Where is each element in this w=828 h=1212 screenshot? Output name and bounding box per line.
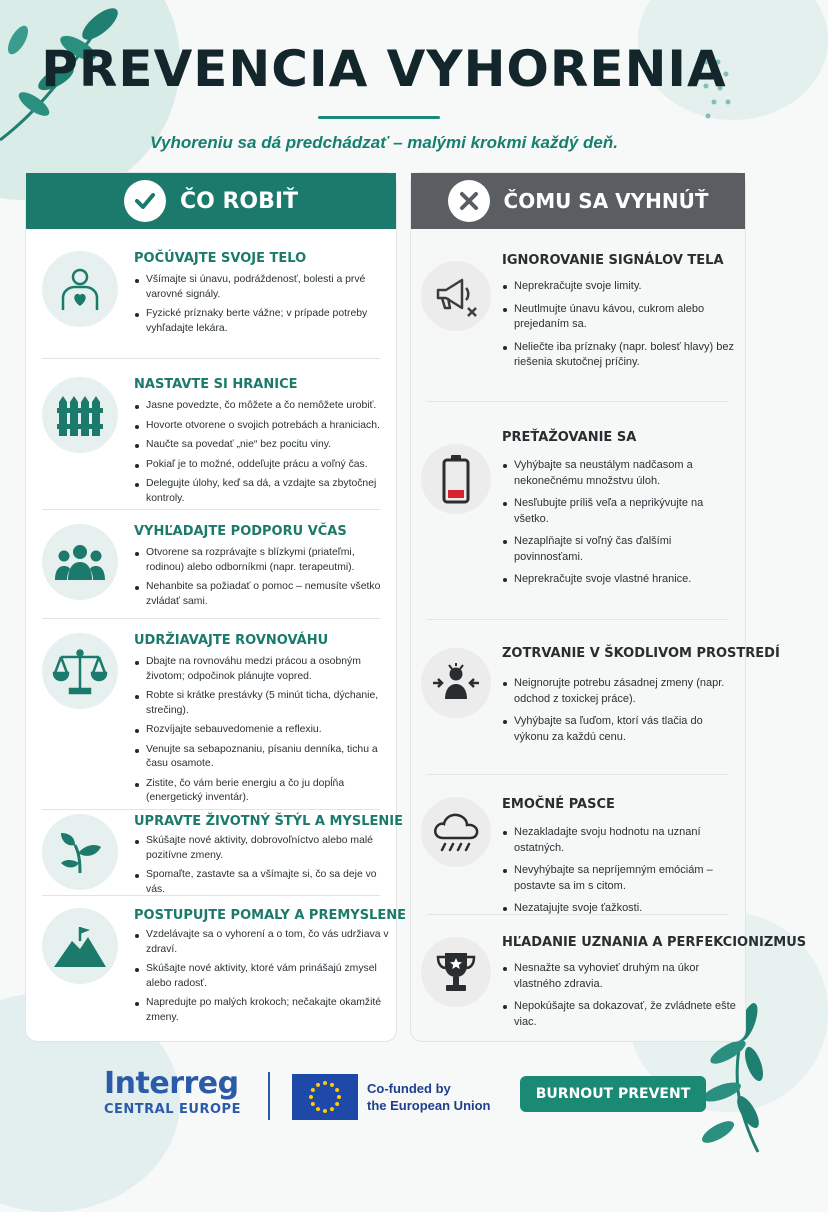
- interreg-logo: [104, 1068, 241, 1117]
- eu-star: [311, 1088, 315, 1092]
- trophy-icon: [421, 937, 491, 1007]
- bullet-item: Nevyhýbajte sa nepríjemným emóciám – postavte sa im s citom.: [502, 863, 740, 894]
- eu-star: [335, 1102, 339, 1106]
- eu-flag-icon: [292, 1074, 358, 1120]
- do-section: [26, 810, 403, 896]
- eu-star: [335, 1088, 339, 1092]
- bullet-item: Napredujte po malých krokoch; nečakajte okamžité zmeny.: [134, 996, 390, 1025]
- bullet-item: Neignorujte potrebu zásadnej zmeny (napr. odchod z toxickej práce).: [502, 676, 740, 707]
- bullet-item: Nehanbite sa požiadať o pomoc – nemusíte všetko zvládať sami.: [134, 580, 390, 609]
- bullet-item: Vyhýbajte sa ľuďom, ktorí vás tlačia do výkonu za každú cenu.: [502, 714, 740, 745]
- bullet-item: Vyhýbajte sa neustálym nadčasom a nekonečnému množstvu úloh.: [502, 458, 740, 489]
- do-section: [26, 896, 406, 1036]
- bullet-item: Jasne povedzte, čo môžete a čo nemôžete urobiť.: [134, 399, 390, 414]
- avoid-section: [411, 775, 745, 915]
- people-group-icon: [42, 524, 118, 600]
- bullet-item: Neliečte iba príznaky (napr. bolesť hlavy) bez riešenia skutočnej príčiny.: [502, 340, 740, 371]
- bullet-item: Robte si krátke prestávky (5 minút ticha, dýchanie, strečing).: [134, 689, 390, 718]
- cross-icon: [448, 180, 490, 222]
- do-section: [26, 229, 396, 359]
- fence-icon: [42, 377, 118, 453]
- bullet-item: Hovorte otvorene o svojich potrebách a hraniciach.: [134, 419, 390, 434]
- megaphone-cross-icon: [421, 261, 491, 331]
- bullet-item: Venujte sa sebapoznaniu, písaniu denníka, tichu a času osamote.: [134, 743, 390, 772]
- avoid-column-title: ČOMU SA VYHNÚŤ: [503, 189, 709, 213]
- bullet-item: Dbajte na rovnováhu medzi prácou a osobným životom; odpočinok plánujte vopred.: [134, 655, 390, 684]
- person-heart-icon: [42, 251, 118, 327]
- bullet-item: Delegujte úlohy, keď sa dá, a vzdajte sa zbytočnej kontroly.: [134, 477, 390, 506]
- eu-line-2: the European Union: [367, 1098, 491, 1113]
- eu-star: [311, 1102, 315, 1106]
- section-title: POČÚVAJTE SVOJE TELO: [134, 251, 307, 266]
- section-title: HĽADANIE UZNANIA A PERFEKCIONIZMUS: [502, 935, 807, 950]
- eu-line-1: Co-funded by: [367, 1081, 451, 1096]
- bullet-item: Otvorene sa rozprávajte s blízkymi (priateľmi, rodinou) alebo odborníkmi (napr. terapeutmi).: [134, 546, 390, 575]
- eu-cofunded-text: [367, 1080, 491, 1114]
- section-title: IGNOROVANIE SIGNÁLOV TELA: [502, 253, 724, 268]
- bullet-item: Neutlmujte únavu kávou, cukrom alebo prejedaním sa.: [502, 302, 740, 333]
- bullet-item: Zistite, čo vám berie energiu a čo ju dopĺňa (energetický inventár).: [134, 777, 390, 806]
- section-title: NASTAVTE SI HRANICE: [134, 377, 298, 392]
- eu-star: [330, 1083, 334, 1087]
- bullet-item: Nesľubujte príliš veľa a neprikývujte na všetko.: [502, 496, 740, 527]
- eu-star: [323, 1081, 327, 1085]
- section-bullets: [502, 676, 740, 752]
- section-bullets: [134, 399, 390, 511]
- avoid-section: [411, 915, 807, 1041]
- do-column: [25, 172, 406, 1042]
- bullet-item: Všímajte si únavu, podráždenosť, bolesti a prvé varovné signály.: [134, 273, 390, 302]
- bullet-item: Naučte sa povedať „nie“ bez pocitu viny.: [134, 438, 390, 453]
- avoid-column-header: [411, 173, 745, 229]
- plant-sprout-icon: [42, 814, 118, 890]
- eu-star: [337, 1095, 341, 1099]
- eu-star: [330, 1107, 334, 1111]
- section-bullets: [502, 458, 740, 595]
- eu-star: [323, 1109, 327, 1113]
- bullet-item: Pokiaľ je to možné, oddeľujte prácu a voľný čas.: [134, 458, 390, 473]
- eu-star: [316, 1107, 320, 1111]
- page-subtitle: Vyhoreniu sa dá predchádzať – malými krokmi každý deň.: [150, 133, 618, 152]
- section-title: EMOČNÉ PASCE: [502, 797, 615, 812]
- bullet-item: Skúšajte nové aktivity, ktoré vám prinášajú zmysel alebo radosť.: [134, 962, 390, 991]
- interreg-region: CENTRAL EUROPE: [104, 1102, 241, 1117]
- section-bullets: [502, 825, 740, 924]
- do-column-header: [26, 173, 396, 229]
- rain-cloud-icon: [421, 797, 491, 867]
- bullet-item: Nezatajujte svoje ťažkosti.: [502, 901, 740, 917]
- title-underline: [318, 116, 440, 119]
- page-title: PREVENCIA VYHORENIA: [41, 40, 727, 98]
- bullet-item: Vzdelávajte sa o vyhorení a o tom, čo vás udržiava v zdraví.: [134, 928, 390, 957]
- section-bullets: [134, 546, 390, 614]
- mountain-flag-icon: [42, 908, 118, 984]
- bullet-item: Neprekračujte svoje vlastné hranice.: [502, 572, 740, 588]
- do-section: [26, 359, 396, 509]
- section-title: ZOTRVANIE V ŠKODLIVOM PROSTREDÍ: [502, 646, 780, 661]
- balance-scale-icon: [42, 633, 118, 709]
- section-bullets: [134, 834, 390, 902]
- bullet-item: Skúšajte nové aktivity, dobrovoľníctvo alebo malé pozitívne zmeny.: [134, 834, 390, 863]
- footer-divider: [268, 1072, 270, 1120]
- bullet-item: Rozvíjajte sebauvedomenie a reflexiu.: [134, 723, 390, 738]
- do-section: [26, 619, 396, 809]
- bullet-item: Nezaplňajte si voľný čas ďalšími povinnosťami.: [502, 534, 740, 565]
- bullet-item: Nesnažte sa vyhovieť druhým na úkor vlastného zdravia.: [502, 961, 740, 992]
- avoid-section: [411, 402, 745, 620]
- low-battery-icon: [421, 444, 491, 514]
- avoid-section: [411, 620, 780, 770]
- section-bullets: [134, 273, 390, 341]
- bullet-item: Nezakladajte svoju hodnotu na uznaní ostatných.: [502, 825, 740, 856]
- bullet-item: Nepokúšajte sa dokazovať, že zvládnete ešte viac.: [502, 999, 740, 1030]
- section-bullets: [502, 961, 740, 1037]
- section-bullets: [134, 928, 390, 1030]
- bullet-item: Neprekračujte svoje limity.: [502, 279, 740, 295]
- eu-star: [316, 1083, 320, 1087]
- pressured-person-icon: [421, 648, 491, 718]
- eu-star: [309, 1095, 313, 1099]
- bullet-item: Fyzické príznaky berte vážne; v prípade potreby vyhľadajte lekára.: [134, 307, 390, 336]
- interreg-name: Interreg: [104, 1066, 239, 1101]
- section-title: PREŤAŽOVANIE SA: [502, 430, 637, 445]
- section-title: UDRŽIAVAJTE ROVNOVÁHU: [134, 633, 329, 648]
- avoid-section: [411, 229, 745, 403]
- section-title: VYHĽADAJTE PODPORU VČAS: [134, 524, 347, 539]
- section-title: POSTUPUJTE POMALY A PREMYSLENE: [134, 908, 406, 923]
- do-section: [26, 510, 396, 618]
- burnout-prevent-badge: BURNOUT PREVENT: [520, 1076, 706, 1112]
- section-bullets: [134, 655, 390, 811]
- bullet-item: Spomaľte, zastavte sa a všímajte si, čo sa deje vo vás.: [134, 868, 390, 897]
- section-bullets: [502, 279, 740, 378]
- do-column-title: ČO ROBIŤ: [179, 188, 299, 214]
- avoid-column: [410, 172, 807, 1042]
- section-title: UPRAVTE ŽIVOTNÝ ŠTÝL A MYSLENIE: [134, 814, 403, 829]
- checkmark-icon: [124, 180, 166, 222]
